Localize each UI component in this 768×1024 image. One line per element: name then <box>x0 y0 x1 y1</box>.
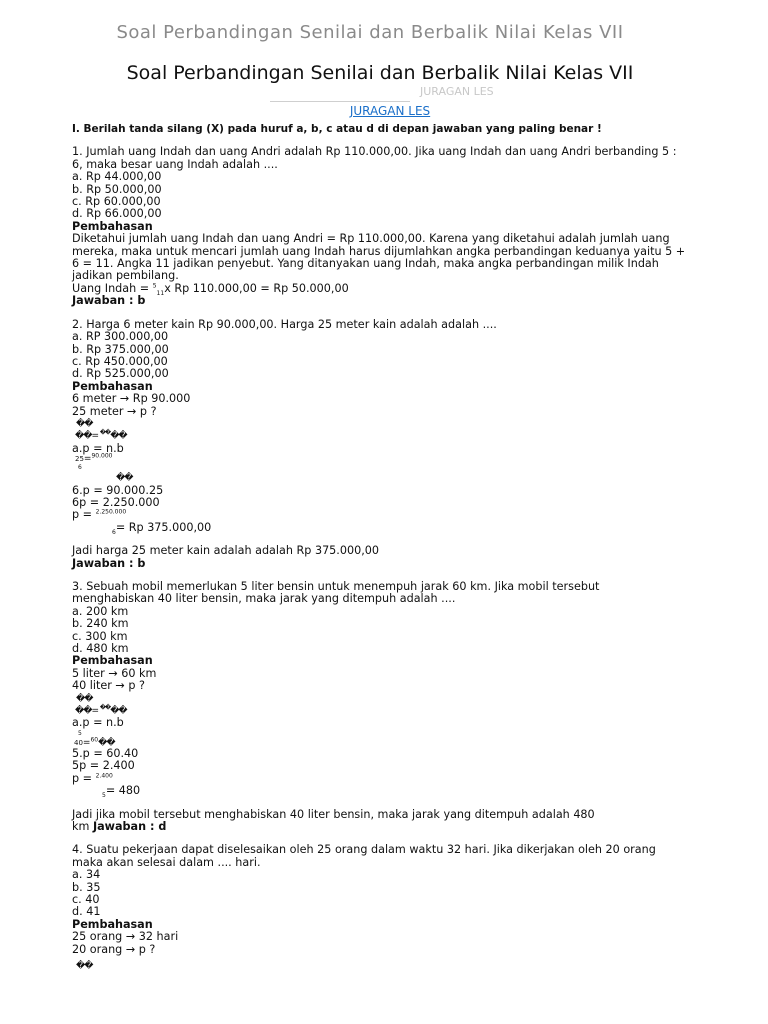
question-3-text: 3. Sebuah mobil memerlukan 5 liter bensin untuk menempuh jarak 60 km. Jika mobil tersebut <box>72 580 600 593</box>
question-4-text-cont: maka akan selesai dalam .... hari. <box>72 855 261 869</box>
q2-glyph-2c: �� <box>110 431 127 442</box>
question-4-text: 4. Suatu pekerjaan dapat diselesaikan oleh 25 orang dalam waktu 32 hari. Jika dikerjakan oleh 20 orang <box>72 843 656 857</box>
q1-explanation-2: mereka, maka untuk mencari jumlah uang Indah harus dijumlahkan angka perbandingan keduanya yaitu 5 + <box>72 244 686 258</box>
q2-step-6-num: 2.250.000 <box>95 508 127 516</box>
q1-answer: Jawaban : b <box>72 294 146 308</box>
instruction: I. Berilah tanda silang (X) pada huruf a, b, c atau d di depan jawaban yang paling benar ! <box>72 123 602 135</box>
q2-option-b: b. Rp 375.000,00 <box>72 342 169 356</box>
q3-step-2: 40 liter → p ? <box>72 679 145 693</box>
q2-conclusion: Jadi harga 25 meter kain adalah adalah Rp 375.000,00 <box>72 544 380 558</box>
q2-step-3: a.p = n.b <box>72 441 124 455</box>
q2-frac-d: 6 <box>78 464 82 472</box>
question-1-text-cont: 6, maka besar uang Indah adalah .... <box>72 157 278 171</box>
q3-conclusion-2 <box>72 821 708 833</box>
q2-frac-b: = <box>83 454 92 465</box>
q4-broken-glyph-1: �� <box>76 960 93 971</box>
q1-option-b: b. Rp 50.000,00 <box>72 182 162 196</box>
q3-answer: Jawaban : d <box>92 819 167 833</box>
q3-option-c: c. 300 km <box>72 629 128 643</box>
juragan-les-link[interactable]: JURAGAN LES <box>349 104 431 118</box>
q3-option-d: d. 480 km <box>72 642 129 656</box>
q1-option-c: c. Rp 60.000,00 <box>72 195 161 209</box>
q4-step-2: 20 orang → p ? <box>72 942 156 956</box>
q3-conclusion-2-text: km <box>72 819 93 833</box>
q3-pembahasan-heading: Pembahasan <box>72 654 153 668</box>
q2-option-c: c. Rp 450.000,00 <box>72 354 168 368</box>
q4-option-a: a. 34 <box>72 868 101 882</box>
q2-frac-c: 90.000 <box>91 452 113 460</box>
q2-pembahasan-heading: Pembahasan <box>72 379 153 393</box>
q3-frac-e: �� <box>98 737 115 748</box>
q3-step-4: 5.p = 60.40 <box>72 746 139 760</box>
q2-broken-formula <box>72 430 708 442</box>
q1-formula-num: 5 <box>152 282 157 290</box>
q1-explanation-4: jadikan pembilang. <box>72 269 179 283</box>
q3-conclusion-1: Jadi jika mobil tersebut menghabiskan 40 liter bensin, maka jarak yang ditempuh adalah 480 <box>72 807 595 821</box>
q2-broken-glyph-1: �� <box>76 418 93 429</box>
q2-step-4: 6.p = 90.000.25 <box>72 483 164 497</box>
q1-formula-den: 11 <box>156 290 165 298</box>
question-2-text: 2. Harga 6 meter kain Rp 90.000,00. Harga 25 meter kain adalah adalah .... <box>72 317 497 331</box>
q4-pembahasan-heading: Pembahasan <box>72 917 153 931</box>
q3-broken-formula <box>72 705 708 717</box>
q3-step-7-den: 5 <box>102 792 106 800</box>
document-title: Soal Perbandingan Senilai dan Berbalik Nilai Kelas VII <box>126 62 634 84</box>
q3-frac-d: 60 <box>90 736 99 744</box>
divider <box>270 101 410 102</box>
q2-step-1: 6 meter → Rp 90.000 <box>72 392 191 406</box>
question-1-text: 1. Jumlah uang Indah dan uang Andri adalah Rp 110.000,00. Jika uang Indah dan uang Andri berbanding 5 : <box>72 145 677 159</box>
q1-pembahasan-heading: Pembahasan <box>72 219 153 233</box>
q3-step-1: 5 liter → 60 km <box>72 666 157 680</box>
question-3-text-cont: menghabiskan 40 liter bensin, maka jarak yang ditempuh adalah .... <box>72 592 456 606</box>
q1-formula-pre: Uang Indah = <box>72 281 153 295</box>
q4-option-d: d. 41 <box>72 905 101 919</box>
q2-fraction <box>72 452 708 465</box>
q3-step-7-result: = 480 <box>105 784 141 798</box>
q2-frac-a: 25 <box>75 455 84 464</box>
q3-step-6-label: p = <box>72 771 96 785</box>
q1-formula-post: x Rp 110.000,00 = Rp 50.000,00 <box>164 281 349 295</box>
q3-step-7 <box>72 784 708 800</box>
q4-option-c: c. 40 <box>72 892 100 906</box>
q2-glyph-2b: �� <box>99 429 111 437</box>
q3-frac-c: = <box>82 737 91 748</box>
q2-step-7-den: 6 <box>112 529 116 537</box>
q2-step-5: 6p = 2.250.000 <box>72 495 160 509</box>
q3-step-6-num: 2.400 <box>95 771 113 779</box>
q1-option-d: d. Rp 66.000,00 <box>72 207 162 221</box>
q3-glyph-2c: �� <box>110 706 127 717</box>
q4-step-1: 25 orang → 32 hari <box>72 930 179 944</box>
q2-broken-glyph-3: �� <box>116 473 133 484</box>
q2-answer: Jawaban : b <box>72 556 146 570</box>
q3-step-3: a.p = n.b <box>72 716 124 730</box>
q2-glyph-2a: ��= <box>75 431 98 442</box>
q1-formula <box>72 281 708 298</box>
q2-step-6-label: p = <box>72 508 96 522</box>
document-header <box>0 0 768 48</box>
q2-step-7-result: = Rp 375.000,00 <box>115 520 212 534</box>
q1-explanation-1: Diketahui jumlah uang Indah dan uang Andri = Rp 110.000,00. Karena yang diketahui adalah jumlah uang <box>72 232 670 246</box>
q2-option-d: d. Rp 525.000,00 <box>72 367 169 381</box>
q3-fraction <box>72 738 708 748</box>
document-subtitle: JURAGAN LES <box>420 85 494 98</box>
q3-frac-a: 5 <box>78 729 82 737</box>
q2-step-2: 25 meter → p ? <box>72 404 157 418</box>
q1-option-a: a. Rp 44.000,00 <box>72 170 162 184</box>
q3-broken-glyph-1: �� <box>76 693 93 704</box>
q3-option-a: a. 200 km <box>72 604 129 618</box>
q1-explanation-3: 6 = 11. Angka 11 jadikan penyebut. Yang ditanyakan uang Indah, maka angka perbandingan milik Indah <box>72 257 659 271</box>
document-body <box>72 123 708 972</box>
q3-option-b: b. 240 km <box>72 617 129 631</box>
q2-step-7 <box>72 520 708 537</box>
q3-glyph-2a: ��= <box>75 706 98 717</box>
header-title: Soal Perbandingan Senilai dan Berbalik Nilai Kelas VII <box>116 22 624 43</box>
q2-option-a: a. RP 300.000,00 <box>72 330 169 344</box>
q4-option-b: b. 35 <box>72 880 101 894</box>
q3-step-5: 5p = 2.400 <box>72 759 135 773</box>
q3-step-6 <box>72 773 708 785</box>
q3-frac-b: 40 <box>74 738 83 747</box>
q3-glyph-2b: �� <box>99 704 111 712</box>
